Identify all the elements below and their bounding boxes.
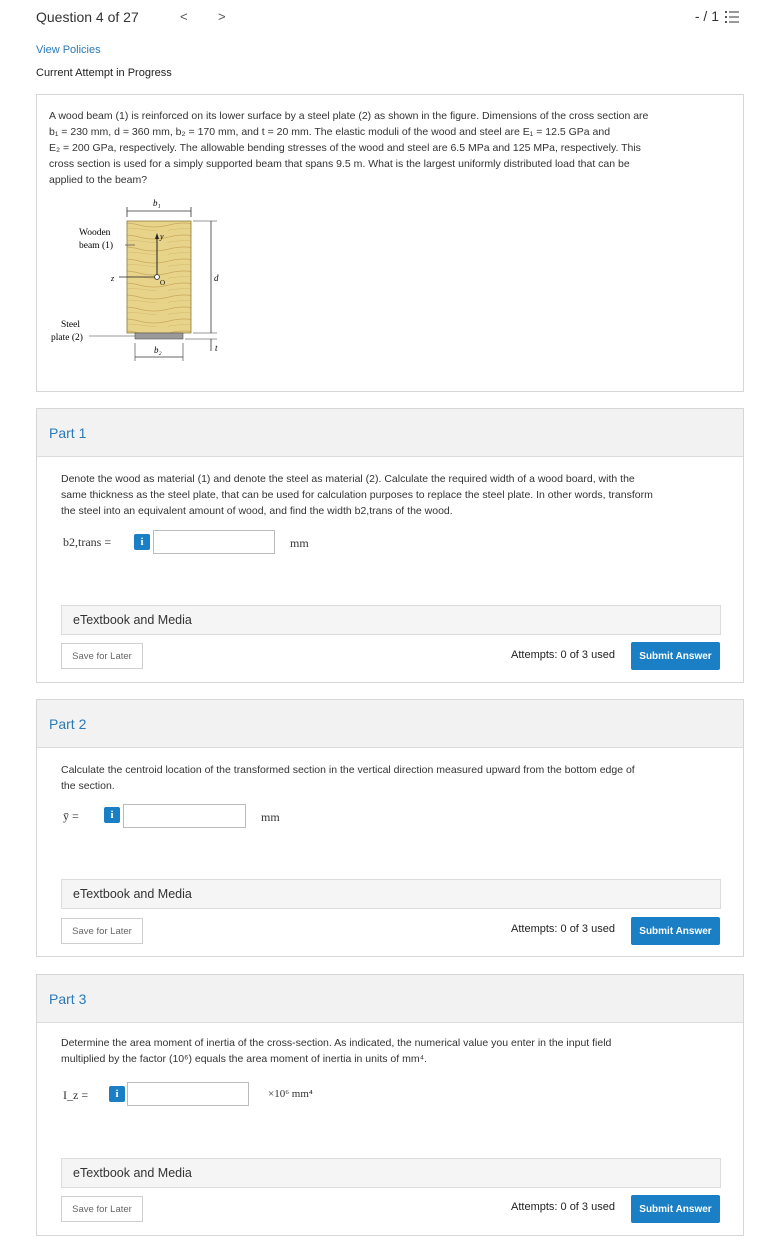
- origin-label: O: [160, 279, 166, 287]
- part-3-save-later-button[interactable]: Save for Later: [61, 1196, 143, 1222]
- cross-section-figure: [49, 195, 239, 371]
- part-1-save-later-button[interactable]: Save for Later: [61, 643, 143, 669]
- y-axis-label: y: [160, 232, 164, 241]
- question-box: [36, 94, 744, 392]
- part-3-info-icon[interactable]: i: [109, 1086, 125, 1102]
- part-2-header: [37, 700, 743, 748]
- part-2-unit: mm: [261, 810, 280, 824]
- part-2-submit-button[interactable]: Submit Answer: [631, 917, 720, 945]
- wooden-beam-label-2: beam (1): [79, 241, 114, 251]
- score-display: - / 1: [694, 8, 719, 24]
- part-2-save-later-button[interactable]: Save for Later: [61, 918, 143, 944]
- part-1-attempts: Attempts: 0 of 3 used: [511, 649, 615, 661]
- part-1-submit-button[interactable]: Submit Answer: [631, 642, 720, 670]
- part-3-submit-button[interactable]: Submit Answer: [631, 1195, 720, 1223]
- part-1: [36, 408, 744, 683]
- question-text: A wood beam (1) is reinforced on its lower surface by a steel plate (2) as shown in the figure. Dimensions of the cross section are b₁ = 230 mm, d = 360 mm, b₂ = 170 mm, and t = 20 mm. The elastic moduli of the wood and steel are E₁ = 12.5 GPa and E₂ = 200 GPa, respectively. The allowable bending stresses of the wood and steel are 6.5 MPa and 125 MPa, respectively. This cross section is used for a simply supported beam that spans 9.5 m. What is the largest uniformly distributed load that can be applied to the beam?: [49, 110, 649, 186]
- part-1-answer-label: b2,trans =: [63, 535, 112, 549]
- part-3-answer-input[interactable]: [127, 1082, 249, 1106]
- part-2-answer-label: ȳ =: [63, 809, 79, 823]
- t-label: t: [215, 343, 218, 353]
- part-3-header: [37, 975, 743, 1023]
- question-counter: Question 4 of 27: [36, 9, 139, 25]
- part-2-answer-input[interactable]: [123, 804, 246, 828]
- z-axis-label: z: [111, 274, 115, 283]
- part-1-text: Denote the wood as material (1) and denote the steel as material (2). Calculate the required width of a wood board, with the same thickness as the steel plate, that can be used for calculation purposes to replace the steel plate. In other words, transform the steel into an equivalent amount of wood, and find the width b2,trans of the wood.: [61, 473, 653, 517]
- steel-plate-label: Steel: [61, 320, 80, 330]
- steel-plate-label-2: plate (2): [51, 333, 83, 343]
- part-2: [36, 699, 744, 957]
- part-3: [36, 974, 744, 1236]
- part-3-etextbook-bar[interactable]: eTextbook and Media: [61, 1158, 721, 1188]
- wooden-beam-label: Wooden: [79, 228, 111, 238]
- part-1-header: [37, 409, 743, 457]
- part-2-attempts: Attempts: 0 of 3 used: [511, 923, 615, 935]
- part-2-info-icon[interactable]: i: [104, 807, 120, 823]
- part-2-etextbook-bar[interactable]: eTextbook and Media: [61, 879, 721, 909]
- next-question-button[interactable]: >: [218, 9, 226, 24]
- part-3-unit: ×10⁶ mm⁴: [268, 1088, 313, 1100]
- d-label: d: [214, 273, 219, 283]
- part-1-unit: mm: [290, 536, 309, 550]
- part-3-attempts: Attempts: 0 of 3 used: [511, 1201, 615, 1213]
- part-1-info-icon[interactable]: i: [134, 534, 150, 550]
- part-3-answer-label: I_z =: [63, 1088, 89, 1102]
- part-1-answer-input[interactable]: [153, 530, 275, 554]
- attempt-status: Current Attempt in Progress: [36, 67, 172, 79]
- view-policies-link[interactable]: View Policies: [36, 44, 101, 56]
- part-1-etextbook-bar[interactable]: eTextbook and Media: [61, 605, 721, 635]
- previous-question-button[interactable]: <: [180, 9, 188, 24]
- part-3-title: Part 3: [49, 991, 87, 1007]
- part-2-title: Part 2: [49, 716, 87, 732]
- b1-label: b₁: [153, 198, 161, 208]
- part-3-text: Determine the area moment of inertia of the cross-section. As indicated, the numerical value you enter in the input field multiplied by the factor (10⁶) equals the area moment of inertia in units of mm⁴.: [61, 1037, 612, 1065]
- part-1-title: Part 1: [49, 425, 87, 441]
- top-bar: [0, 0, 767, 34]
- steel-plate: [135, 333, 183, 339]
- b2-label: b₂: [154, 345, 162, 355]
- part-2-text: Calculate the centroid location of the transformed section in the vertical direction measured upward from the bottom edge of the section.: [61, 764, 635, 792]
- question-list-icon[interactable]: [725, 10, 739, 24]
